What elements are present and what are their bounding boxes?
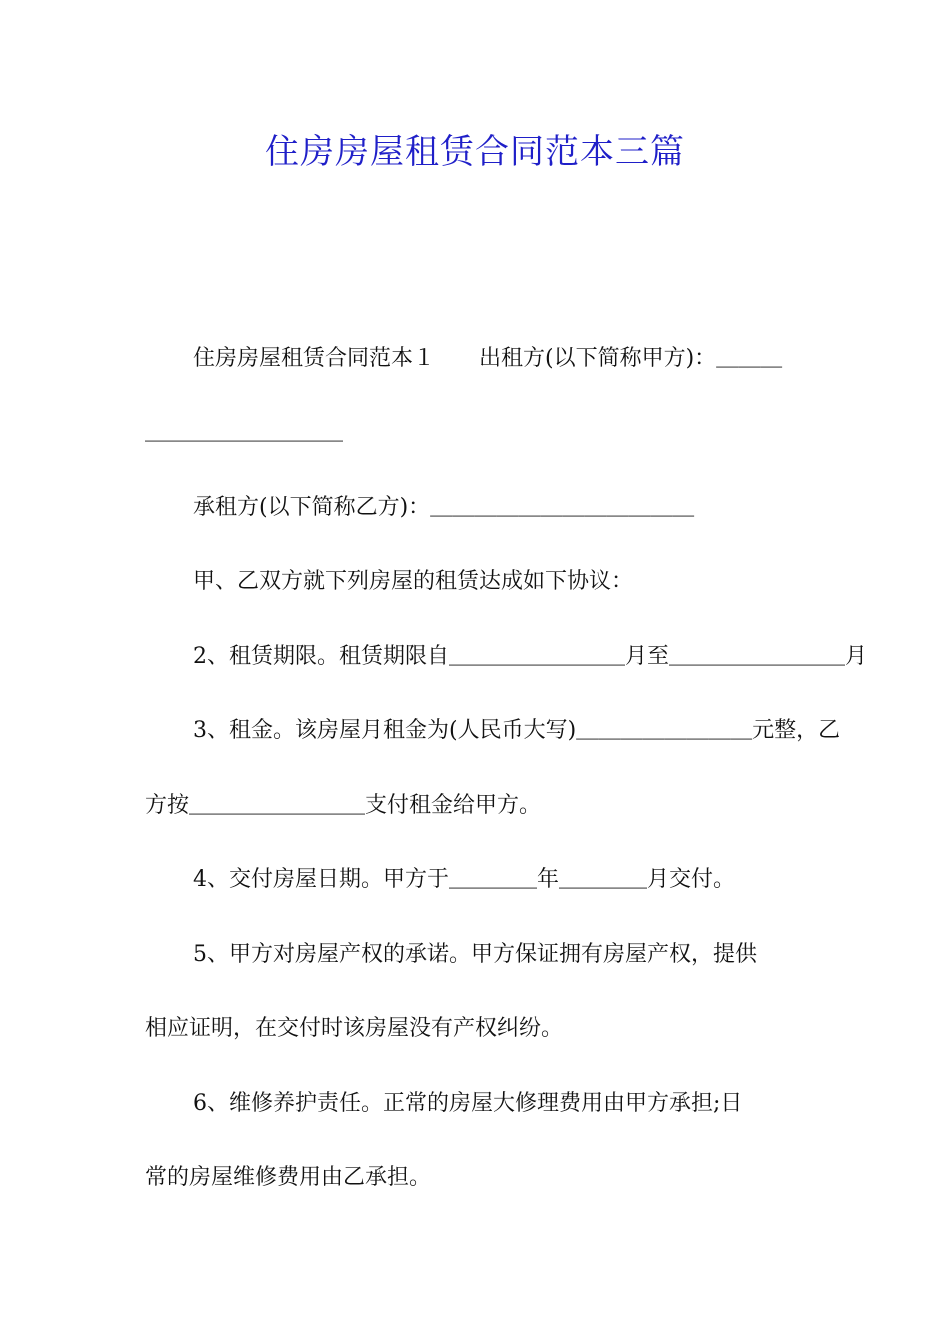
paragraph-line-6: 3、租金。该房屋月租金为(人民币大写)＿＿＿＿＿＿＿＿元整，乙 bbox=[193, 718, 841, 743]
document-title: 住房房屋租赁合同范本三篇 bbox=[265, 132, 685, 172]
paragraph-line-10: 相应证明，在交付时该房屋没有产权纠纷。 bbox=[145, 1016, 564, 1041]
paragraph-line-1: 住房房屋租赁合同范本１ 出租方(以下简称甲方)：＿＿＿ bbox=[193, 346, 783, 371]
paragraph-line-2: ＿＿＿＿＿＿＿＿＿ bbox=[145, 420, 344, 445]
paragraph-line-8: 4、交付房屋日期。甲方于＿＿＿＿年＿＿＿＿月交付。 bbox=[193, 867, 735, 892]
paragraph-line-11: 6、维修养护责任。正常的房屋大修理费用由甲方承担;日 bbox=[193, 1091, 743, 1116]
paragraph-line-12: 常的房屋维修费用由乙承担。 bbox=[145, 1165, 432, 1190]
paragraph-line-4: 甲、乙双方就下列房屋的租赁达成如下协议： bbox=[193, 569, 634, 594]
paragraph-line-3: 承租方(以下简称乙方)：＿＿＿＿＿＿＿＿＿＿＿＿ bbox=[193, 495, 695, 520]
paragraph-line-9: 5、甲方对房屋产权的承诺。甲方保证拥有房屋产权，提供 bbox=[193, 942, 757, 967]
paragraph-line-5: 2、租赁期限。租赁期限自＿＿＿＿＿＿＿＿月至＿＿＿＿＿＿＿＿月 bbox=[193, 644, 867, 669]
paragraph-line-7: 方按＿＿＿＿＿＿＿＿支付租金给甲方。 bbox=[145, 793, 542, 818]
